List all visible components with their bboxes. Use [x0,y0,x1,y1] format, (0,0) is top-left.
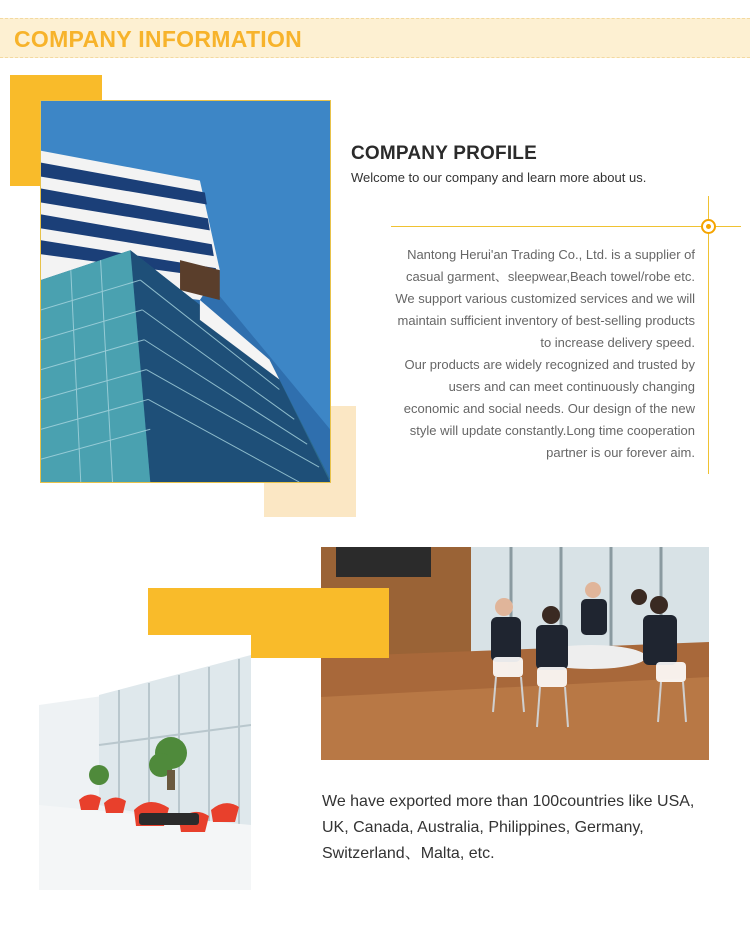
company-profile-subtitle: Welcome to our company and learn more about us. [351,170,647,185]
export-line: Switzerland、Malta, etc. [322,845,495,862]
profile-line: style will update constantly.Long time cooperation [409,423,695,438]
export-line: UK, Canada, Australia, Philippines, Germany, [322,819,644,836]
profile-line: economic and social needs. Our design of the new [403,401,695,416]
decor-ring-icon [701,219,716,234]
company-profile-title: COMPANY PROFILE [351,143,537,164]
building-photo [40,100,331,483]
profile-line: to increase delivery speed. [540,335,695,350]
export-countries-text [322,789,732,867]
section-header [0,18,750,58]
profile-line: maintain sufficient inventory of best-selling products [397,313,695,328]
profile-line: Nantong Herui'an Trading Co., Ltd. is a supplier of [407,247,695,262]
profile-line: users and can meet continuously changing [448,379,695,394]
section-title: COMPANY INFORMATION [14,26,303,52]
lobby-photo [39,635,251,890]
decor-horizontal-line [391,226,741,227]
profile-line: casual garment、sleepwear,Beach towel/robe etc. [405,269,695,284]
profile-line: We support various customized services and we will [395,291,695,306]
company-profile-body [355,244,695,464]
decor-vertical-line [708,196,709,474]
export-line: We have exported more than 100countries like USA, [322,793,695,810]
profile-line: Our products are widely recognized and trusted by [404,357,695,372]
profile-line: partner is our forever aim. [546,445,695,460]
